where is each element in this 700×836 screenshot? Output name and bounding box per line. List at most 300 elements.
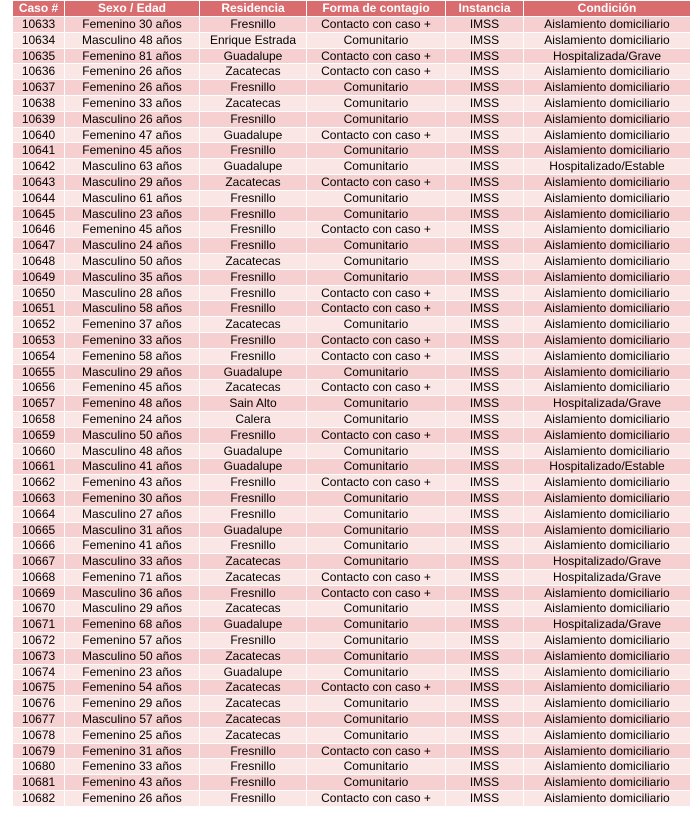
table-row — [13, 680, 691, 696]
table-row — [13, 48, 691, 64]
cell-forma-de-contagio: Contacto con caso + — [307, 64, 446, 80]
cell-residencia: Fresnillo — [200, 775, 307, 791]
cell-forma-de-contagio: Comunitario — [307, 459, 446, 475]
cell-forma-de-contagio: Comunitario — [307, 490, 446, 506]
cell-condicion: Aislamiento domiciliario — [524, 301, 691, 317]
cell-residencia: Fresnillo — [200, 743, 307, 759]
column-header-instancia: Instancia — [446, 1, 524, 17]
cell-condicion: Aislamiento domiciliario — [524, 80, 691, 96]
table-row — [13, 380, 691, 396]
cell-residencia: Fresnillo — [200, 17, 307, 33]
cell-caso: 10637 — [13, 80, 65, 96]
cell-instancia: IMSS — [446, 380, 524, 396]
cell-forma-de-contagio: Comunitario — [307, 712, 446, 728]
cell-residencia: Guadalupe — [200, 664, 307, 680]
cell-caso: 10677 — [13, 712, 65, 728]
table-row — [13, 569, 691, 585]
cell-condicion: Aislamiento domiciliario — [524, 174, 691, 190]
cell-caso: 10659 — [13, 427, 65, 443]
cell-caso: 10634 — [13, 32, 65, 48]
cell-sexo-edad: Masculino 23 años — [65, 206, 200, 222]
cell-condicion: Aislamiento domiciliario — [524, 206, 691, 222]
cell-residencia: Zacatecas — [200, 601, 307, 617]
cell-instancia: IMSS — [446, 411, 524, 427]
cell-forma-de-contagio: Contacto con caso + — [307, 743, 446, 759]
cell-residencia: Fresnillo — [200, 538, 307, 554]
cell-instancia: IMSS — [446, 569, 524, 585]
cell-caso: 10652 — [13, 317, 65, 333]
cell-sexo-edad: Femenino 23 años — [65, 664, 200, 680]
cell-caso: 10673 — [13, 648, 65, 664]
cell-residencia: Fresnillo — [200, 585, 307, 601]
cell-residencia: Zacatecas — [200, 64, 307, 80]
cell-caso: 10635 — [13, 48, 65, 64]
cell-instancia: IMSS — [446, 238, 524, 254]
cell-condicion: Hospitalizada/Grave — [524, 48, 691, 64]
cell-sexo-edad: Femenino 45 años — [65, 380, 200, 396]
cell-condicion: Aislamiento domiciliario — [524, 775, 691, 791]
cell-forma-de-contagio: Comunitario — [307, 411, 446, 427]
cell-condicion: Aislamiento domiciliario — [524, 222, 691, 238]
cell-condicion: Aislamiento domiciliario — [524, 332, 691, 348]
cell-residencia: Fresnillo — [200, 475, 307, 491]
cell-instancia: IMSS — [446, 269, 524, 285]
cell-instancia: IMSS — [446, 64, 524, 80]
cell-condicion: Aislamiento domiciliario — [524, 143, 691, 159]
cell-forma-de-contagio: Comunitario — [307, 190, 446, 206]
cell-sexo-edad: Masculino 41 años — [65, 459, 200, 475]
cell-condicion: Aislamiento domiciliario — [524, 648, 691, 664]
cell-instancia: IMSS — [446, 111, 524, 127]
table-row — [13, 174, 691, 190]
cell-condicion: Aislamiento domiciliario — [524, 317, 691, 333]
cell-forma-de-contagio: Comunitario — [307, 143, 446, 159]
cell-sexo-edad: Masculino 50 años — [65, 427, 200, 443]
table-row — [13, 332, 691, 348]
cell-residencia: Enrique Estrada — [200, 32, 307, 48]
cell-condicion: Aislamiento domiciliario — [524, 348, 691, 364]
cases-table-container — [12, 0, 690, 807]
cell-instancia: IMSS — [446, 601, 524, 617]
table-row — [13, 585, 691, 601]
cell-condicion: Aislamiento domiciliario — [524, 238, 691, 254]
cell-forma-de-contagio: Comunitario — [307, 538, 446, 554]
cell-sexo-edad: Masculino 57 años — [65, 712, 200, 728]
cell-condicion: Aislamiento domiciliario — [524, 791, 691, 807]
cell-sexo-edad: Masculino 48 años — [65, 443, 200, 459]
column-header-forma-de-contagio: Forma de contagio — [307, 1, 446, 17]
cell-condicion: Aislamiento domiciliario — [524, 253, 691, 269]
cell-sexo-edad: Masculino 24 años — [65, 238, 200, 254]
cell-instancia: IMSS — [446, 332, 524, 348]
cell-sexo-edad: Femenino 30 años — [65, 490, 200, 506]
cell-forma-de-contagio: Contacto con caso + — [307, 569, 446, 585]
cell-instancia: IMSS — [446, 538, 524, 554]
table-row — [13, 32, 691, 48]
cell-forma-de-contagio: Comunitario — [307, 775, 446, 791]
cell-sexo-edad: Masculino 36 años — [65, 585, 200, 601]
cell-sexo-edad: Femenino 57 años — [65, 633, 200, 649]
table-row — [13, 301, 691, 317]
cell-residencia: Fresnillo — [200, 80, 307, 96]
table-row — [13, 538, 691, 554]
table-row — [13, 712, 691, 728]
cell-forma-de-contagio: Comunitario — [307, 664, 446, 680]
cell-forma-de-contagio: Comunitario — [307, 396, 446, 412]
cell-condicion: Aislamiento domiciliario — [524, 17, 691, 33]
cell-caso: 10642 — [13, 159, 65, 175]
cell-condicion: Aislamiento domiciliario — [524, 411, 691, 427]
cell-residencia: Fresnillo — [200, 427, 307, 443]
cell-instancia: IMSS — [446, 475, 524, 491]
cell-caso: 10678 — [13, 727, 65, 743]
cell-residencia: Zacatecas — [200, 569, 307, 585]
cell-sexo-edad: Masculino 63 años — [65, 159, 200, 175]
cell-residencia: Fresnillo — [200, 222, 307, 238]
cell-residencia: Zacatecas — [200, 380, 307, 396]
column-header-caso: Caso # — [13, 1, 65, 17]
cell-sexo-edad: Femenino 30 años — [65, 17, 200, 33]
cell-condicion: Aislamiento domiciliario — [524, 522, 691, 538]
cell-residencia: Fresnillo — [200, 190, 307, 206]
cell-forma-de-contagio: Contacto con caso + — [307, 222, 446, 238]
cell-forma-de-contagio: Contacto con caso + — [307, 427, 446, 443]
cell-forma-de-contagio: Comunitario — [307, 95, 446, 111]
cell-condicion: Aislamiento domiciliario — [524, 664, 691, 680]
cell-residencia: Zacatecas — [200, 727, 307, 743]
cell-sexo-edad: Femenino 71 años — [65, 569, 200, 585]
cell-instancia: IMSS — [446, 159, 524, 175]
cell-forma-de-contagio: Comunitario — [307, 32, 446, 48]
cell-condicion: Hospitalizada/Grave — [524, 569, 691, 585]
cell-sexo-edad: Masculino 48 años — [65, 32, 200, 48]
table-row — [13, 775, 691, 791]
cell-forma-de-contagio: Contacto con caso + — [307, 585, 446, 601]
cell-condicion: Hospitalizado/Estable — [524, 159, 691, 175]
cell-forma-de-contagio: Contacto con caso + — [307, 791, 446, 807]
cell-caso: 10651 — [13, 301, 65, 317]
cell-residencia: Sain Alto — [200, 396, 307, 412]
table-row — [13, 506, 691, 522]
table-row — [13, 17, 691, 33]
cell-caso: 10680 — [13, 759, 65, 775]
table-row — [13, 111, 691, 127]
cell-residencia: Zacatecas — [200, 680, 307, 696]
cell-forma-de-contagio: Comunitario — [307, 696, 446, 712]
cell-instancia: IMSS — [446, 759, 524, 775]
cell-sexo-edad: Masculino 50 años — [65, 253, 200, 269]
cell-instancia: IMSS — [446, 712, 524, 728]
cell-condicion: Aislamiento domiciliario — [524, 380, 691, 396]
column-header-residencia: Residencia — [200, 1, 307, 17]
cell-forma-de-contagio: Comunitario — [307, 759, 446, 775]
cell-caso: 10682 — [13, 791, 65, 807]
table-row — [13, 222, 691, 238]
cell-sexo-edad: Masculino 50 años — [65, 648, 200, 664]
cell-forma-de-contagio: Contacto con caso + — [307, 301, 446, 317]
cell-condicion: Aislamiento domiciliario — [524, 506, 691, 522]
cell-instancia: IMSS — [446, 80, 524, 96]
cell-residencia: Zacatecas — [200, 95, 307, 111]
cell-instancia: IMSS — [446, 427, 524, 443]
table-row — [13, 791, 691, 807]
table-row — [13, 127, 691, 143]
cell-forma-de-contagio: Comunitario — [307, 522, 446, 538]
column-header-sexo-edad: Sexo / Edad — [65, 1, 200, 17]
cell-instancia: IMSS — [446, 727, 524, 743]
cell-caso: 10641 — [13, 143, 65, 159]
cell-instancia: IMSS — [446, 443, 524, 459]
cell-caso: 10666 — [13, 538, 65, 554]
cell-sexo-edad: Masculino 35 años — [65, 269, 200, 285]
header-row — [13, 1, 691, 17]
cell-condicion: Aislamiento domiciliario — [524, 538, 691, 554]
cell-condicion: Aislamiento domiciliario — [524, 111, 691, 127]
cell-residencia: Guadalupe — [200, 617, 307, 633]
cell-condicion: Aislamiento domiciliario — [524, 680, 691, 696]
cell-forma-de-contagio: Contacto con caso + — [307, 174, 446, 190]
cell-residencia: Zacatecas — [200, 174, 307, 190]
cell-instancia: IMSS — [446, 696, 524, 712]
cell-forma-de-contagio: Contacto con caso + — [307, 348, 446, 364]
cell-residencia: Guadalupe — [200, 459, 307, 475]
cell-forma-de-contagio: Comunitario — [307, 206, 446, 222]
cell-caso: 10643 — [13, 174, 65, 190]
cell-sexo-edad: Masculino 33 años — [65, 554, 200, 570]
table-row — [13, 522, 691, 538]
cell-condicion: Aislamiento domiciliario — [524, 427, 691, 443]
cell-residencia: Zacatecas — [200, 253, 307, 269]
cell-condicion: Hospitalizada/Grave — [524, 617, 691, 633]
cell-residencia: Fresnillo — [200, 238, 307, 254]
cell-residencia: Fresnillo — [200, 332, 307, 348]
table-row — [13, 285, 691, 301]
cell-caso: 10650 — [13, 285, 65, 301]
table-row — [13, 80, 691, 96]
cell-forma-de-contagio: Comunitario — [307, 617, 446, 633]
cell-residencia: Fresnillo — [200, 269, 307, 285]
cell-forma-de-contagio: Comunitario — [307, 159, 446, 175]
cell-condicion: Hospitalizado/Estable — [524, 459, 691, 475]
cell-caso: 10661 — [13, 459, 65, 475]
cell-condicion: Aislamiento domiciliario — [524, 64, 691, 80]
table-row — [13, 143, 691, 159]
cell-residencia: Zacatecas — [200, 648, 307, 664]
cell-forma-de-contagio: Contacto con caso + — [307, 17, 446, 33]
cell-sexo-edad: Femenino 81 años — [65, 48, 200, 64]
cell-sexo-edad: Femenino 45 años — [65, 143, 200, 159]
cell-instancia: IMSS — [446, 253, 524, 269]
cell-instancia: IMSS — [446, 222, 524, 238]
cell-forma-de-contagio: Contacto con caso + — [307, 332, 446, 348]
cell-residencia: Zacatecas — [200, 712, 307, 728]
cell-sexo-edad: Masculino 26 años — [65, 111, 200, 127]
cell-instancia: IMSS — [446, 32, 524, 48]
cell-instancia: IMSS — [446, 490, 524, 506]
cell-instancia: IMSS — [446, 648, 524, 664]
table-row — [13, 727, 691, 743]
cell-sexo-edad: Femenino 54 años — [65, 680, 200, 696]
table-row — [13, 696, 691, 712]
cell-instancia: IMSS — [446, 95, 524, 111]
cell-caso: 10674 — [13, 664, 65, 680]
cell-forma-de-contagio: Comunitario — [307, 506, 446, 522]
cell-condicion: Aislamiento domiciliario — [524, 696, 691, 712]
table-header — [13, 1, 691, 17]
cell-condicion: Aislamiento domiciliario — [524, 285, 691, 301]
cell-condicion: Aislamiento domiciliario — [524, 475, 691, 491]
cell-condicion: Aislamiento domiciliario — [524, 601, 691, 617]
table-row — [13, 554, 691, 570]
cell-forma-de-contagio: Comunitario — [307, 253, 446, 269]
cell-residencia: Guadalupe — [200, 127, 307, 143]
table-row — [13, 411, 691, 427]
cell-caso: 10679 — [13, 743, 65, 759]
cell-caso: 10636 — [13, 64, 65, 80]
cell-condicion: Aislamiento domiciliario — [524, 759, 691, 775]
cell-instancia: IMSS — [446, 48, 524, 64]
cell-caso: 10640 — [13, 127, 65, 143]
cell-forma-de-contagio: Comunitario — [307, 80, 446, 96]
cell-residencia: Guadalupe — [200, 364, 307, 380]
table-row — [13, 443, 691, 459]
cell-caso: 10671 — [13, 617, 65, 633]
cell-caso: 10665 — [13, 522, 65, 538]
cell-condicion: Aislamiento domiciliario — [524, 443, 691, 459]
cell-caso: 10645 — [13, 206, 65, 222]
cell-forma-de-contagio: Comunitario — [307, 443, 446, 459]
cell-instancia: IMSS — [446, 348, 524, 364]
cell-instancia: IMSS — [446, 775, 524, 791]
cell-sexo-edad: Femenino 47 años — [65, 127, 200, 143]
cell-condicion: Aislamiento domiciliario — [524, 364, 691, 380]
cell-caso: 10633 — [13, 17, 65, 33]
cell-condicion: Aislamiento domiciliario — [524, 727, 691, 743]
cell-forma-de-contagio: Comunitario — [307, 238, 446, 254]
cell-sexo-edad: Femenino 26 años — [65, 791, 200, 807]
cell-forma-de-contagio: Comunitario — [307, 317, 446, 333]
table-row — [13, 206, 691, 222]
cell-forma-de-contagio: Comunitario — [307, 554, 446, 570]
cell-sexo-edad: Femenino 33 años — [65, 95, 200, 111]
cell-residencia: Zacatecas — [200, 554, 307, 570]
cell-condicion: Aislamiento domiciliario — [524, 190, 691, 206]
cell-sexo-edad: Femenino 41 años — [65, 538, 200, 554]
cell-sexo-edad: Femenino 33 años — [65, 332, 200, 348]
cell-condicion: Aislamiento domiciliario — [524, 712, 691, 728]
cell-caso: 10653 — [13, 332, 65, 348]
cell-residencia: Fresnillo — [200, 143, 307, 159]
cell-residencia: Zacatecas — [200, 696, 307, 712]
cell-instancia: IMSS — [446, 127, 524, 143]
table-row — [13, 475, 691, 491]
cell-caso: 10649 — [13, 269, 65, 285]
cell-forma-de-contagio: Comunitario — [307, 727, 446, 743]
cell-caso: 10676 — [13, 696, 65, 712]
cell-forma-de-contagio: Contacto con caso + — [307, 380, 446, 396]
cell-sexo-edad: Masculino 29 años — [65, 364, 200, 380]
cell-instancia: IMSS — [446, 617, 524, 633]
cell-residencia: Guadalupe — [200, 159, 307, 175]
cell-caso: 10658 — [13, 411, 65, 427]
cell-caso: 10670 — [13, 601, 65, 617]
table-row — [13, 348, 691, 364]
table-row — [13, 190, 691, 206]
cell-condicion: Aislamiento domiciliario — [524, 32, 691, 48]
cell-caso: 10647 — [13, 238, 65, 254]
cell-forma-de-contagio: Contacto con caso + — [307, 48, 446, 64]
cell-condicion: Aislamiento domiciliario — [524, 585, 691, 601]
table-row — [13, 238, 691, 254]
cell-forma-de-contagio: Comunitario — [307, 111, 446, 127]
cell-residencia: Zacatecas — [200, 317, 307, 333]
cell-sexo-edad: Masculino 29 años — [65, 174, 200, 190]
cell-residencia: Fresnillo — [200, 111, 307, 127]
cell-condicion: Hospitalizado/Grave — [524, 554, 691, 570]
table-row — [13, 648, 691, 664]
cell-instancia: IMSS — [446, 143, 524, 159]
cell-forma-de-contagio: Comunitario — [307, 633, 446, 649]
cell-caso: 10664 — [13, 506, 65, 522]
cell-caso: 10656 — [13, 380, 65, 396]
cell-caso: 10654 — [13, 348, 65, 364]
cell-residencia: Guadalupe — [200, 48, 307, 64]
cell-instancia: IMSS — [446, 17, 524, 33]
cell-condicion: Aislamiento domiciliario — [524, 633, 691, 649]
cases-table — [12, 0, 691, 807]
cell-condicion: Aislamiento domiciliario — [524, 269, 691, 285]
cell-sexo-edad: Masculino 29 años — [65, 601, 200, 617]
table-row — [13, 64, 691, 80]
cell-caso: 10646 — [13, 222, 65, 238]
cell-sexo-edad: Masculino 28 años — [65, 285, 200, 301]
cell-residencia: Fresnillo — [200, 301, 307, 317]
cell-sexo-edad: Femenino 26 años — [65, 80, 200, 96]
cell-caso: 10657 — [13, 396, 65, 412]
table-row — [13, 253, 691, 269]
cell-instancia: IMSS — [446, 301, 524, 317]
cell-instancia: IMSS — [446, 664, 524, 680]
cell-instancia: IMSS — [446, 396, 524, 412]
cell-caso: 10638 — [13, 95, 65, 111]
cell-sexo-edad: Femenino 48 años — [65, 396, 200, 412]
cell-instancia: IMSS — [446, 554, 524, 570]
table-row — [13, 633, 691, 649]
table-row — [13, 396, 691, 412]
cell-residencia: Fresnillo — [200, 759, 307, 775]
cell-sexo-edad: Femenino 68 años — [65, 617, 200, 633]
table-row — [13, 364, 691, 380]
cell-residencia: Fresnillo — [200, 285, 307, 301]
cell-caso: 10669 — [13, 585, 65, 601]
cell-residencia: Fresnillo — [200, 490, 307, 506]
cell-instancia: IMSS — [446, 585, 524, 601]
table-row — [13, 490, 691, 506]
cell-instancia: IMSS — [446, 680, 524, 696]
cell-instancia: IMSS — [446, 459, 524, 475]
cell-sexo-edad: Femenino 37 años — [65, 317, 200, 333]
cell-sexo-edad: Masculino 27 años — [65, 506, 200, 522]
cell-sexo-edad: Femenino 25 años — [65, 727, 200, 743]
table-row — [13, 601, 691, 617]
column-header-condicion: Condición — [524, 1, 691, 17]
cell-residencia: Fresnillo — [200, 348, 307, 364]
cell-condicion: Aislamiento domiciliario — [524, 95, 691, 111]
cell-sexo-edad: Femenino 31 años — [65, 743, 200, 759]
cell-forma-de-contagio: Comunitario — [307, 601, 446, 617]
cell-instancia: IMSS — [446, 317, 524, 333]
cell-caso: 10639 — [13, 111, 65, 127]
